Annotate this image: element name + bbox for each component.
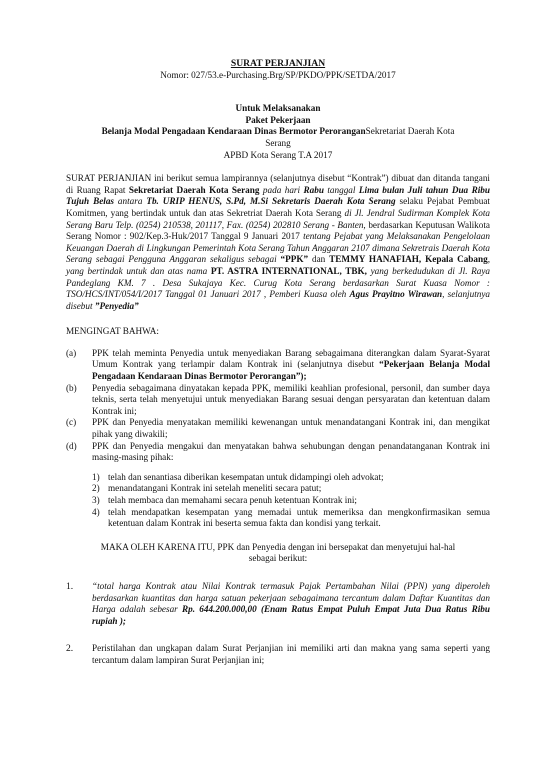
clause-text: Peristilahan dan ungkapan dalam Surat Perjanjian ini memiliki arti dan makna yang sama seperti yang tercantum dalam lampiran Surat Perjanjian ini; — [92, 643, 490, 665]
package-unit: Sekretariat Daerah Kota — [365, 126, 455, 137]
sub-list-item — [92, 472, 490, 484]
intro-text: tanggal — [323, 184, 359, 195]
intro-ppk-title: Sekretaris Daerah Kota Serang — [272, 196, 396, 207]
sub-list-item-label: 3) — [92, 495, 100, 505]
sub-list-item-label: 2) — [92, 483, 100, 494]
list-item-label: (c) — [66, 417, 77, 428]
sub-list-item-text: menandatangani Kontrak ini setelah meneliti secara patut; — [108, 483, 322, 494]
sub-list — [66, 472, 490, 530]
clause-2 — [66, 643, 490, 666]
list-item-label: (b) — [66, 382, 77, 393]
intro-venue: Sekretariat Daerah Kota Serang — [128, 184, 260, 195]
intro-decree: berdasarkan Keputusan Walikota Serang Nomor : 902/Kep.3-Huk/2017 Tanggal 9 Januari 2017 — [66, 219, 490, 242]
intro-text: , selanjutnya disebut — [66, 289, 491, 311]
clause-text — [92, 581, 490, 627]
document-title: SURAT PERJANJIAN — [230, 58, 326, 69]
sub-list-item — [92, 495, 490, 507]
list-item-label: (d) — [66, 440, 77, 451]
intro-text: SURAT PERJANJIAN ini berikut semua lampirannya (selanjutnya disebut “Kontrak”) dibuat dan ditanda tangani di Ruang Rapat — [66, 173, 490, 195]
mengingat-heading: MENGINGAT BAHWA: — [66, 326, 159, 337]
intro-vendor-alias: ”Penyedia” — [94, 300, 139, 311]
subject-line-2: Paket Pekerjaan — [245, 114, 311, 125]
package-name: Belanja Modal Pengadaan Kendaraan Dinas Bermotor Perorangan — [101, 126, 366, 137]
list-item-text — [92, 348, 490, 383]
intro-date: Lima bulan Juli tahun Dua Ribu Tujuh Belas — [66, 184, 490, 207]
contract-value: Rp. 644.200.000,00 (Enam Ratus Empat Puluh Empat Juta Dua Ratus Ribu rupiah ); — [92, 604, 490, 626]
intro-vendor-company: PT. ASTRA INTERNATIONAL, TBK, — [210, 265, 367, 276]
intro-text: selaku Pejabat Pembuat Komitmen, yang bertindak untuk dan atas Sekretriat Daerah Kota Serang — [66, 196, 490, 218]
sub-list-item — [92, 507, 490, 530]
intro-text: pada hari — [259, 184, 304, 195]
clause-number: 1. — [66, 580, 74, 592]
intro-grantor: Agus Prayitno Wirawan — [349, 289, 443, 300]
intro-vendor-rep: TEMMY HANAFIAH, Kepala Cabang — [329, 254, 488, 265]
sub-list-item-label: 1) — [92, 471, 100, 482]
list-item-label: (a) — [66, 347, 77, 358]
mengingat-list — [66, 348, 490, 464]
list-item — [66, 441, 490, 464]
subject-line-4: Serang — [265, 137, 291, 148]
document-number: Nomor: 027/53.e-Purchasing.Brg/SP/PKDO/PPK/SETDA/2017 — [160, 69, 396, 80]
list-item-text-bold: “Pekerjaan Belanja Modal Pengadaan Kendaraan Dinas Bermotor Perorangan”); — [92, 359, 491, 382]
sub-list-item — [92, 483, 490, 495]
sub-list-item-text: telah dan senantiasa diberikan kesempatan untuk didampingi oleh advokat; — [108, 471, 384, 482]
sub-list-item-label: 4) — [92, 506, 100, 517]
intro-text: yang berkedudukan di Jl. Raya Pandeglang KM. 7 . Desa Sukajaya Kec. Curug Kota Serang berdasarkan Surat Kuasa Nomor : TSO/HCS/INT/054/I/2017 Tanggal 01 Januari 2017 , Pemberi Kuasa oleh — [66, 265, 490, 300]
intro-text: antara — [114, 196, 147, 207]
list-item-text-plain: PPK telah meminta Penyedia untuk menyediakan Barang sebagaimana diterangkan dalam Syarat-Syarat Umum Kontrak yang terlampir dalam Kontrak ini (selanjutnya disebut — [92, 347, 490, 370]
intro-text: tentang Pejabat yang Melaksanakan Pengelolaan Keuangan Daerah di Lingkungan Pemerintah Kota Serang Tahun Anggaran 2107 dimana Sekretrais Daerah Kota Serang sebagai Pengguna Anggaran sekaligus sebagai — [66, 231, 490, 265]
intro-day: Rabu — [303, 184, 324, 195]
maka-paragraph: MAKA OLEH KARENA ITU, PPK dan Penyedia dengan ini bersepakat dan menyetujui hal-hal sebagai berikut: — [100, 541, 456, 564]
sub-list-item-text: telah mendapatkan kesempatan yang memadai untuk memeriksa dan mengkonfirmasikan semua ketentuan dalam Kontrak ini beserta semua fakta dan kondisi yang terkait. — [108, 506, 490, 529]
intro-text: dan — [308, 254, 330, 265]
intro-paragraph — [66, 173, 490, 312]
intro-address: di Jl. Jendral Sudirman Komplek Kota Serang Baru Telp. (0254) 210538, 201117, Fax. (0254) 202810 Serang - Banten, — [66, 207, 491, 230]
clause-1 — [66, 581, 490, 627]
list-item-text: PPK dan Penyedia mengakui dan menyatakan bahwa sehubungan dengan penandatanganan Kontrak ini masing-masing pihak: — [92, 440, 490, 463]
intro-ppk-alias: “PPK” — [280, 254, 309, 265]
list-item-text: Penyedia sebagaimana dinyatakan kepada PPK, memiliki keahlian profesional, personil, dan sumber daya teknis, serta telah menyetujui untuk menyediakan Barang sesuai dengan persyaratan dan ketentuan dalam Kontrak ini; — [92, 382, 490, 416]
subject-line-5: APBD Kota Serang T.A 2017 — [223, 149, 333, 160]
subject-line-3 — [66, 126, 490, 138]
list-item — [66, 417, 490, 440]
list-item — [66, 348, 490, 383]
list-item — [66, 383, 490, 418]
intro-ppk-name: Tb. URIP HENUS, S.Pd, M.Si — [146, 196, 269, 207]
clause-text-italic: “total harga Kontrak atau Nilai Kontrak termasuk Pajak Pertambahan Nilai (PPN) yang diperoleh berdasarkan kuantitas dan harga satuan pekerjaan sebagaimana tercantum dalam Daftar Kuantitas dan Harga adalah sebesar — [92, 580, 490, 615]
intro-text: , yang bertindak untuk dan atas nama — [66, 254, 491, 276]
sub-list-item-text: telah membaca dan memahami secara penuh ketentuan Kontrak ini; — [108, 495, 357, 505]
list-item-text: PPK dan Penyedia menyatakan memiliki kewenangan untuk menandatangani Kontrak ini, dan mengikat pihak yang diwakili; — [92, 417, 490, 440]
subject-line-1: Untuk Melaksanakan — [235, 103, 321, 114]
clause-number: 2. — [66, 643, 74, 655]
